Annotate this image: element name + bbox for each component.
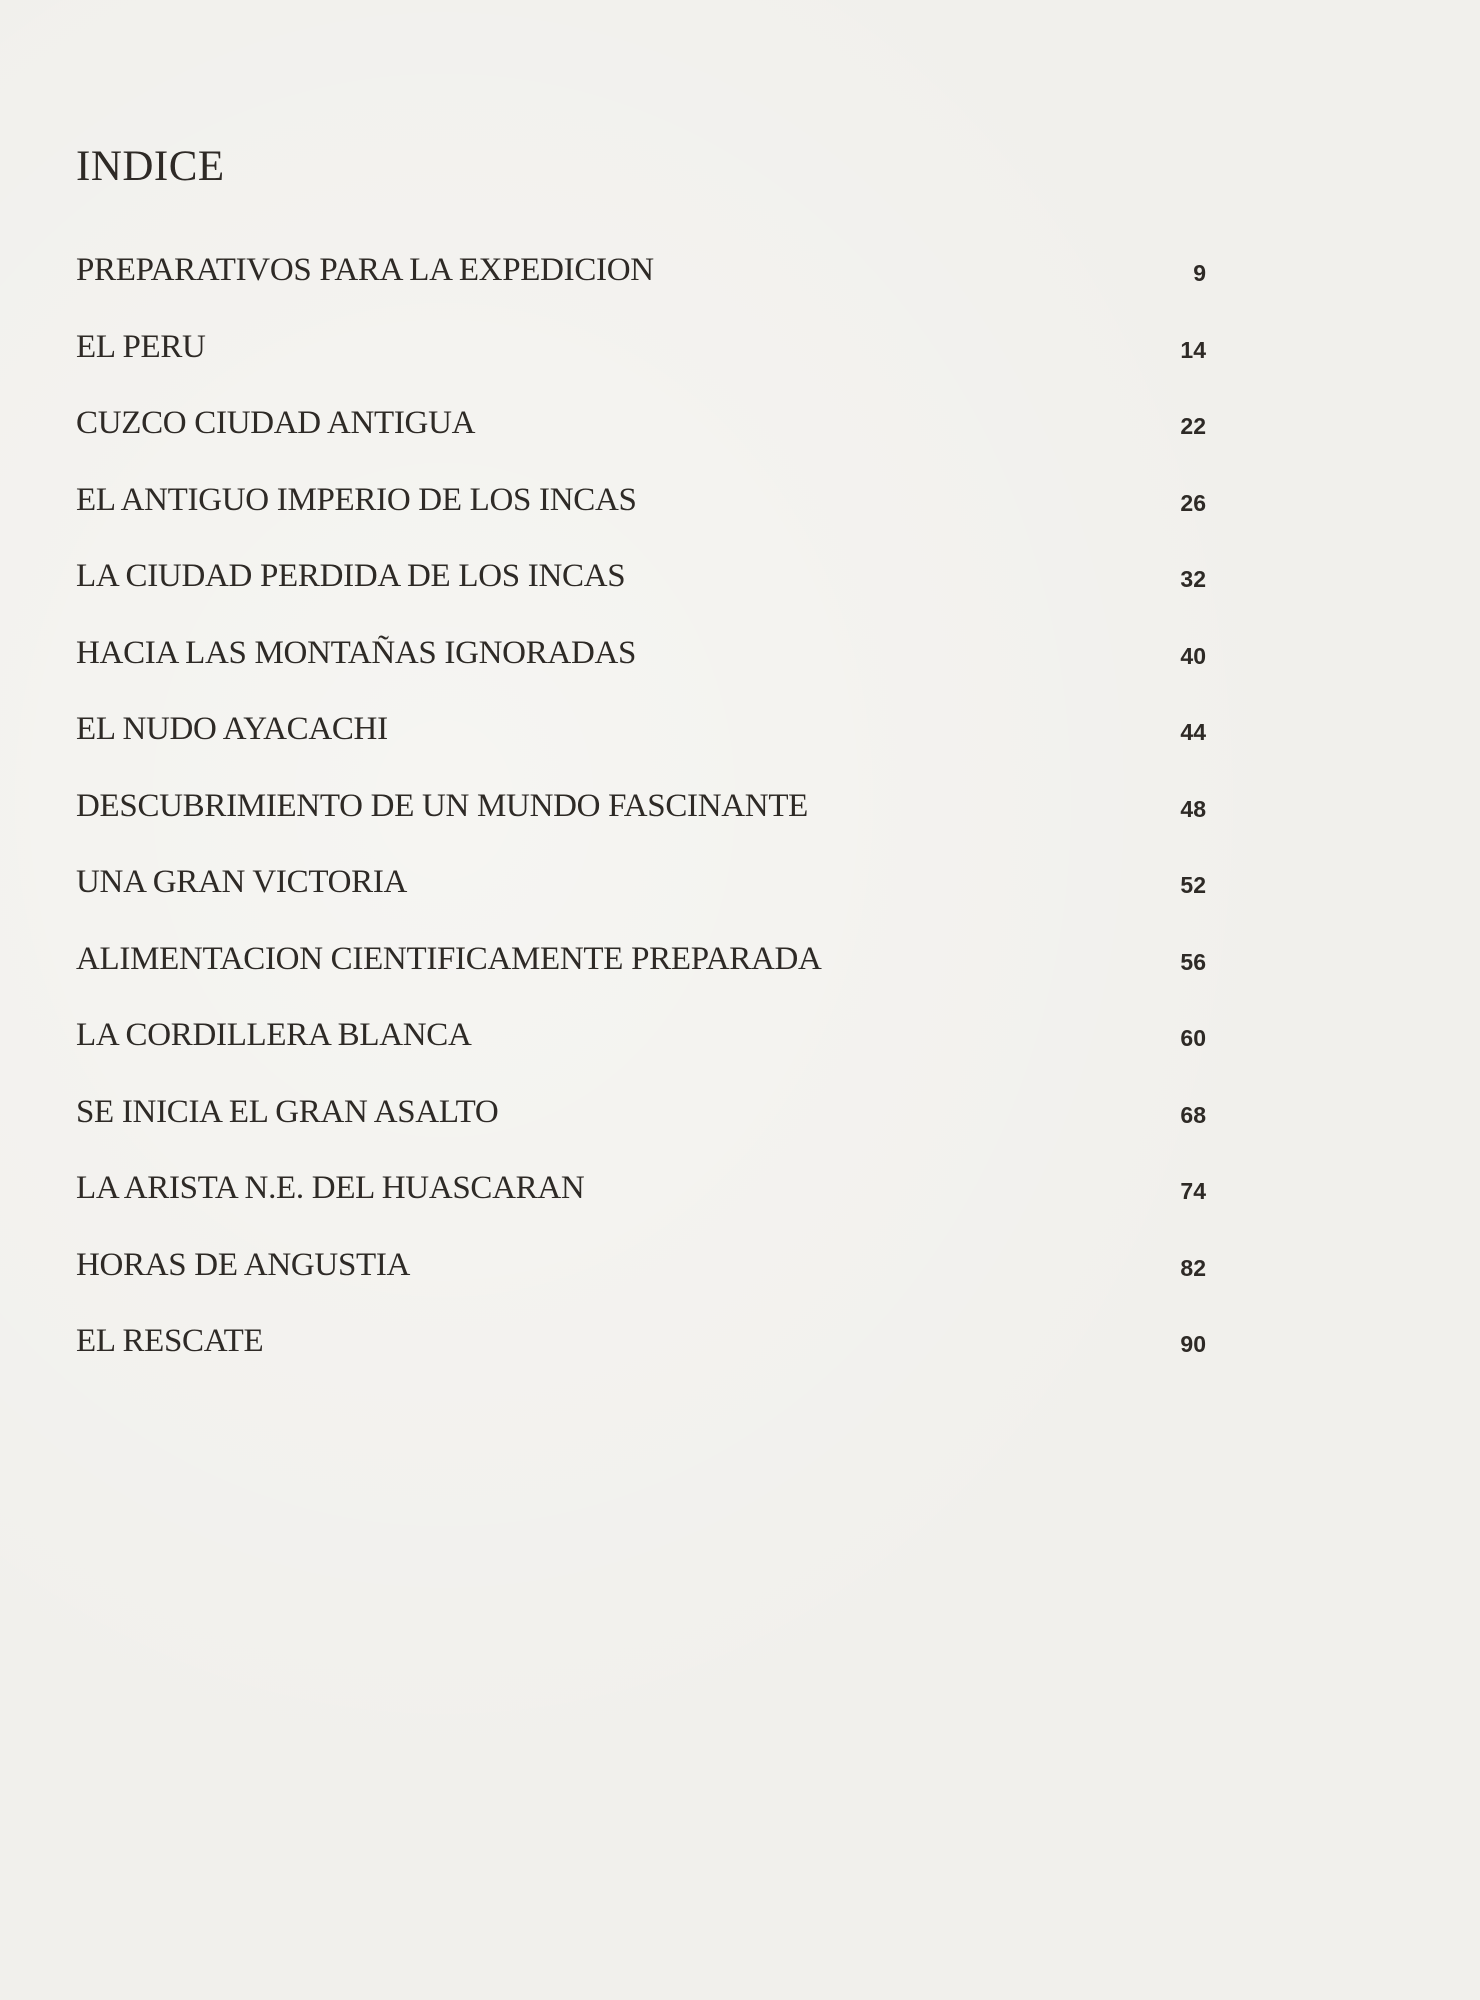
toc-entry [76, 558, 1206, 635]
toc-entry-title: SE INICIA EL GRAN ASALTO [76, 1093, 499, 1130]
toc-entry [76, 252, 1206, 329]
toc-entry-page: 68 [1180, 1101, 1206, 1128]
toc-entry-title: LA CORDILLERA BLANCA [76, 1017, 472, 1053]
toc-entry-title: CUZCO CIUDAD ANTIGUA [76, 405, 476, 441]
toc-entry [76, 405, 1206, 482]
index-heading: INDICE [76, 143, 225, 190]
toc-entry-title: EL PERU [76, 328, 206, 365]
toc-entry-title: HORAS DE ANGUSTIA [76, 1246, 411, 1283]
toc-entry [76, 864, 1206, 941]
toc-entry-title: EL RESCATE [76, 1323, 264, 1359]
toc-entry-title: LA CIUDAD PERDIDA DE LOS INCAS [76, 558, 626, 594]
toc-entry [76, 1323, 1206, 1400]
toc-entry [76, 329, 1206, 406]
toc-entry-title: EL NUDO AYACACHI [76, 711, 388, 747]
toc-entry [76, 788, 1206, 865]
table-of-contents [76, 252, 1206, 1400]
toc-entry-page: 60 [1180, 1025, 1206, 1051]
toc-entry-page: 32 [1180, 566, 1206, 592]
toc-entry-title: ALIMENTACION CIENTIFICAMENTE PREPARADA [76, 940, 822, 977]
toc-entry-page: 52 [1180, 872, 1206, 898]
toc-entry [76, 1247, 1206, 1324]
toc-entry-page: 44 [1180, 719, 1206, 745]
toc-entry-page: 26 [1180, 489, 1206, 516]
toc-entry-title: EL ANTIGUO IMPERIO DE LOS INCAS [76, 481, 637, 518]
toc-entry [76, 1094, 1206, 1171]
toc-entry-title: LA ARISTA N.E. DEL HUASCARAN [76, 1170, 585, 1206]
toc-entry-page: 90 [1180, 1331, 1206, 1357]
toc-entry-page: 40 [1180, 642, 1206, 669]
toc-entry-title: UNA GRAN VICTORIA [76, 864, 408, 900]
toc-entry [76, 711, 1206, 788]
toc-entry-page: 14 [1180, 336, 1206, 363]
toc-entry-page: 56 [1180, 948, 1206, 975]
toc-entry-page: 48 [1180, 795, 1206, 822]
toc-entry-title: PREPARATIVOS PARA LA EXPEDICION [76, 252, 654, 288]
toc-entry-page: 74 [1180, 1178, 1206, 1204]
toc-entry-title: HACIA LAS MONTAÑAS IGNORADAS [76, 634, 637, 671]
toc-entry [76, 635, 1206, 712]
toc-entry [76, 941, 1206, 1018]
toc-entry-title: DESCUBRIMIENTO DE UN MUNDO FASCINANTE [76, 787, 809, 824]
toc-entry-page: 82 [1180, 1254, 1206, 1281]
toc-entry [76, 482, 1206, 559]
toc-entry-page: 22 [1180, 413, 1206, 439]
toc-entry-page: 9 [1193, 260, 1206, 286]
toc-entry [76, 1017, 1206, 1094]
toc-entry [76, 1170, 1206, 1247]
